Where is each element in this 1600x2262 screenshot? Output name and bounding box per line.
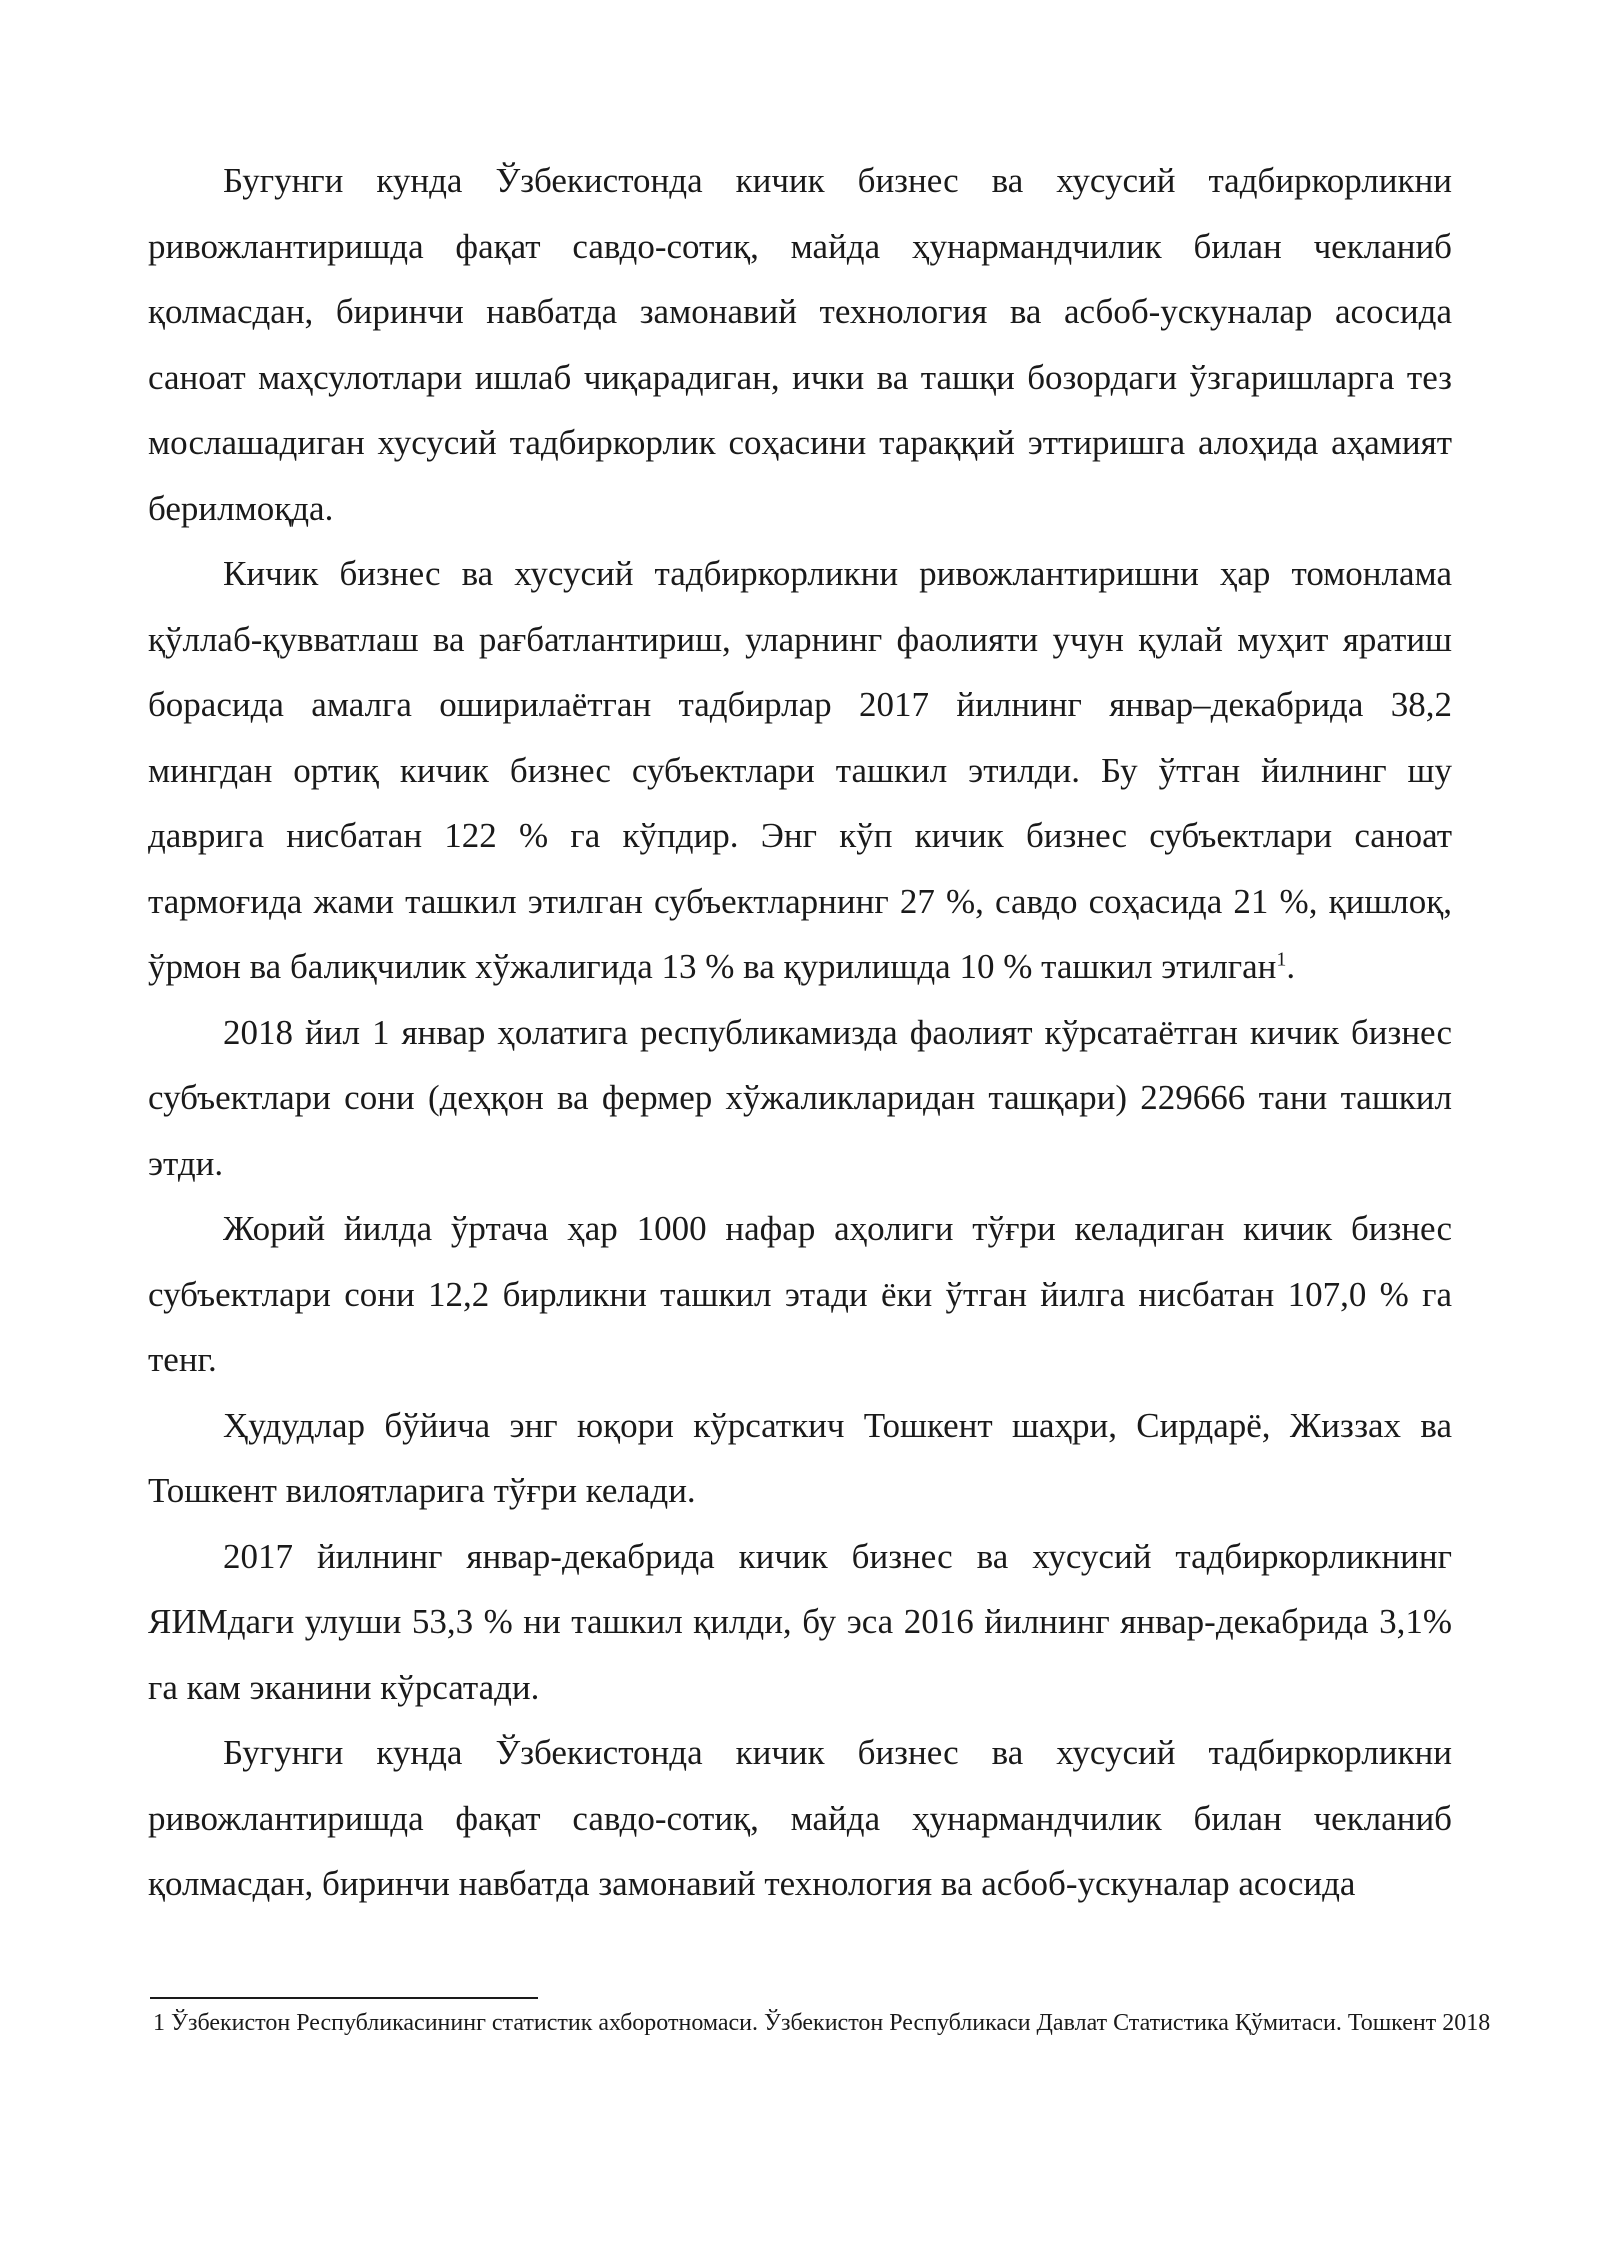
footnote-reference[interactable]: 1 [1276, 948, 1287, 971]
paragraph-1: Бугунги кунда Ўзбекистонда кичик бизнес ва хусусий тадбиркорликни ривожлантиришда фақат савдо-сотиқ, майда ҳунармандчилик билан чекланиб қолмасдан, биринчи навбатда замонавий технология ва асбоб-ускуналар асосида саноат маҳсулотлари ишлаб чиқарадиган, ички ва ташқи бозордаги ўзгаришларга тез мослашадиган хусусий тадбиркорлик соҳасини тараққий эттиришга алоҳида аҳамият берилмоқда. [148, 161, 1452, 528]
paragraph-2-end: . [1286, 947, 1296, 986]
paragraph-4: Жорий йилда ўртача ҳар 1000 нафар аҳолиги тўғри келадиган кичик бизнес субъектлари сони 12,2 бирликни ташкил этади ёки ўтган йилга нисбатан 107,0 % га тенг. [148, 1209, 1452, 1379]
paragraph-6: 2017 йилнинг январ-декабрида кичик бизнес ва хусусий тадбиркорликнинг ЯИМдаги улуши 53,3 % ни ташкил қилди, бу эса 2016 йилнинг январ-декабрида 3,1% га кам эканини кўрсатади. [148, 1536, 1452, 1707]
paragraph-7: Бугунги кунда Ўзбекистонда кичик бизнес ва хусусий тадбиркорликни ривожлантиришда фақат савдо-сотиқ, майда ҳунармандчилик билан чекланиб қолмасдан, биринчи навбатда замонавий технология ва асбоб-ускуналар асосида [148, 1733, 1452, 1903]
paragraph-3: 2018 йил 1 январ ҳолатига республикамизда фаолият кўрсатаётган кичик бизнес субъектлари сони (деҳқон ва фермер хўжаликларидан ташқари) 229666 тани ташкил этди. [148, 1012, 1452, 1183]
footnote: 1 Ўзбекистон Республикасининг статистик ахборотномаси. Ўзбекистон Республикаси Давлат Статистика Қўмитаси. Тошкент 2018 [153, 2010, 1491, 2036]
paragraph-5: Ҳудудлар бўйича энг юқори кўрсаткич Тошкент шаҳри, Сирдарё, Жиззах ва Тошкент вилоятларига тўғри келади. [148, 1405, 1452, 1510]
paragraph-2-text: Кичик бизнес ва хусусий тадбиркорликни ривожлантиришни ҳар томонлама қўллаб-қувватлаш ва рағбатлантириш, уларнинг фаолияти учун қулай муҳит яратиш борасида амалга оширилаётган тадбирлар 2017 йилнинг январ–декабрида 38,2 мингдан ортиқ кичик бизнес субъектлари ташкил этилди. Бу ўтган йилнинг шу даврига нисбатан 122 % га кўпдир. Энг кўп кичик бизнес субъектлари саноат тармоғида жами ташкил этилган субъектларнинг 27 %, савдо соҳасида 21 %, қишлоқ, ўрмон ва балиқчилик хўжалигида 13 % ва қурилишда 10 % ташкил этилган [148, 554, 1452, 986]
body-text [148, 148, 1452, 1917]
footnote-separator [150, 1997, 538, 1999]
paragraph-2 [148, 541, 1452, 1000]
